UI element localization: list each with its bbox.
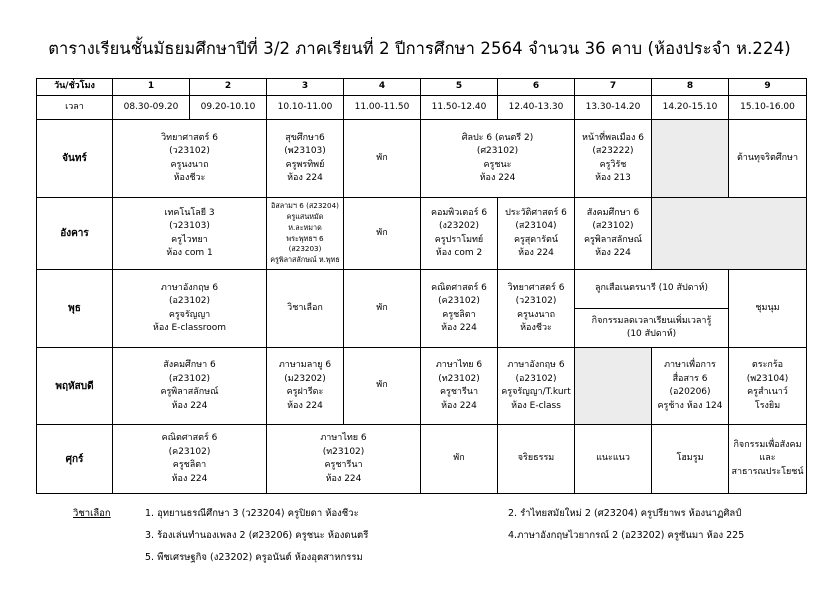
mon-p4-cell xyxy=(344,120,421,198)
day-monday: จันทร์ xyxy=(37,120,113,198)
cell-line: ศิลปะ 6 (ดนตรี 2) xyxy=(461,132,534,143)
cell-line: ภาษาไทย 6 xyxy=(435,360,483,370)
time-6: 12.40-13.30 xyxy=(498,96,575,120)
cell-line: พัก xyxy=(376,227,388,238)
cell-line: ห้อง 224 xyxy=(518,248,554,258)
day-tuesday: อังคาร xyxy=(37,198,113,270)
row-wednesday xyxy=(37,270,807,309)
thu-p9-cell xyxy=(729,348,807,425)
tue-p12-cell xyxy=(113,198,267,270)
mon-p3-cell xyxy=(267,120,344,198)
thu-p8-cell xyxy=(652,348,729,425)
cell-line: (อ20206) xyxy=(669,387,711,397)
cell-line: ห้อง 224 xyxy=(441,400,477,411)
period-9: 9 xyxy=(729,79,807,96)
cell-line: ครูชลิตา xyxy=(172,460,207,470)
cell-line: หน้าที่พลเมือง 6 xyxy=(582,132,644,143)
cell-line: ครูชนะ xyxy=(483,159,512,170)
elective-item-2: 2. รำไทยสมัยใหม่ 2 (ศ23204) ครูปรียาพร ห้องนาฏศิลป์ xyxy=(508,508,742,519)
cell-line: (พ23103) xyxy=(284,146,326,156)
cell-line: โฮมรูม xyxy=(676,453,704,464)
cell-line: ครูฝารีดะ xyxy=(286,387,324,397)
mon-p9-cell xyxy=(729,120,807,198)
tue-p4-cell xyxy=(344,198,421,270)
cell-line: ต้านทุจริตศึกษา xyxy=(736,152,799,163)
cell-line: คณิตศาสตร์ 6 xyxy=(431,282,487,293)
tue-p3-cell xyxy=(267,198,344,270)
cell-line: (ท23102) xyxy=(322,446,365,457)
header-row xyxy=(37,79,807,96)
cell-line: ห้อง E-classroom xyxy=(152,323,227,333)
period-8: 8 xyxy=(652,79,729,96)
cell-line: (10 สัปดาห์) xyxy=(626,329,677,339)
period-3: 3 xyxy=(267,79,344,96)
cell-line: ครูชารีนา xyxy=(439,387,479,397)
wed-p78-scout-cell xyxy=(575,270,729,309)
time-3: 10.10-11.00 xyxy=(267,96,344,120)
cell-line: ครูพิลาสลักษณ์ ห.พุทธ xyxy=(270,255,340,265)
mon-p12-cell xyxy=(113,120,267,198)
time-9: 15.10-16.00 xyxy=(729,96,807,120)
row-thursday xyxy=(37,348,807,425)
wed-p12-cell xyxy=(113,270,267,348)
time-8: 14.20-15.10 xyxy=(652,96,729,120)
period-6: 6 xyxy=(498,79,575,96)
cell-line: และ xyxy=(759,453,776,464)
day-wednesday: พุธ xyxy=(37,270,113,348)
cell-line: (อ23102) xyxy=(168,296,211,306)
day-friday: ศุกร์ xyxy=(37,425,113,494)
thu-p4-cell xyxy=(344,348,421,425)
time-label: เวลา xyxy=(37,96,113,120)
period-7: 7 xyxy=(575,79,652,96)
cell-line: ครูชลิตา xyxy=(442,309,476,320)
cell-line: กิจกรรมเพื่อสังคม xyxy=(733,439,802,450)
period-2: 2 xyxy=(190,79,267,96)
fri-p6-cell xyxy=(498,425,575,494)
wed-p78-activity-cell xyxy=(575,309,729,348)
cell-line: (ว23102) xyxy=(515,296,557,306)
cell-line: สื่อสาร 6 xyxy=(672,373,708,384)
cell-line: ภาษาอังกฤษ 6 xyxy=(507,360,565,370)
cell-line: แนะแนว xyxy=(596,453,630,464)
elective-item-5: 5. พืชเศรษฐกิจ (ง23202) ครูอนันต์ ห้องอุตสาหกรรม xyxy=(145,552,363,563)
wed-p5-cell xyxy=(421,270,498,348)
cell-line: ห้องชีวะ xyxy=(173,173,206,183)
cell-line: ห้อง 213 xyxy=(595,173,631,183)
mon-p56-cell xyxy=(421,120,575,198)
cell-line: พัก xyxy=(376,152,388,163)
cell-line: ห้อง 224 xyxy=(325,473,362,484)
tue-p5-cell xyxy=(421,198,498,270)
tue-p7-cell xyxy=(575,198,652,270)
cell-line: ห้อง com 1 xyxy=(166,248,213,258)
cell-line: ตระกร้อ xyxy=(751,360,784,370)
cell-line: อิสลามฯ 6 (ส23204) xyxy=(271,201,339,211)
mon-p7-cell xyxy=(575,120,652,198)
cell-line: ห้อง com 2 xyxy=(435,248,483,258)
thu-p6-cell xyxy=(498,348,575,425)
cell-line: ครูสุดารัตน์ xyxy=(513,234,559,245)
thu-p3-cell xyxy=(267,348,344,425)
cell-line: ห้อง 224 xyxy=(171,473,208,484)
cell-line: สังคมศึกษา 6 xyxy=(586,207,640,218)
cell-line: ครูสำเนาว์ xyxy=(747,387,788,397)
cell-line: โรงยิม xyxy=(754,400,781,411)
cell-line: (ม23202) xyxy=(284,373,326,384)
cell-line: จริยธรรม xyxy=(517,453,555,464)
cell-line: (ส23102) xyxy=(168,373,211,384)
row-tuesday xyxy=(37,198,807,270)
elective-item-3: 3. ร้องเล่นทำนองเพลง 2 (ศ23206) ครูชนะ ห้องดนตรี xyxy=(145,530,369,541)
cell-line: (ค23102) xyxy=(438,296,480,306)
cell-line: ครูจรัญญา xyxy=(168,309,211,320)
timetable xyxy=(36,78,807,494)
cell-line: ครูช้าง ห้อง 124 xyxy=(657,400,723,411)
cell-line: ห้อง 224 xyxy=(287,400,323,411)
cell-line: ครูนงนาถ xyxy=(516,309,556,320)
cell-line: คอมพิวเตอร์ 6 xyxy=(430,207,488,218)
tue-p89-empty xyxy=(652,198,807,270)
wed-p3-cell xyxy=(267,270,344,348)
cell-line: ครูแสนหมัด ห.ละหมาด xyxy=(286,211,324,232)
cell-line: ห้อง 224 xyxy=(441,323,477,333)
cell-line: ครูไวทยา xyxy=(171,234,208,245)
thu-p5-cell xyxy=(421,348,498,425)
cell-line: พัก xyxy=(376,302,388,313)
cell-line: ครูนงนาถ xyxy=(170,159,209,170)
header-label: วัน/ชั่วโมง xyxy=(37,79,113,96)
time-7: 13.30-14.20 xyxy=(575,96,652,120)
mon-p8-empty xyxy=(652,120,729,198)
time-1: 08.30-09.20 xyxy=(113,96,190,120)
row-friday xyxy=(37,425,807,494)
electives-section xyxy=(0,506,839,586)
time-row xyxy=(37,96,807,120)
cell-line: ครูจรัญญา/T.kurt xyxy=(501,387,571,397)
cell-line: ภาษาเพื่อการ xyxy=(664,360,716,370)
cell-line: วิทยาศาสตร์ 6 xyxy=(161,132,218,143)
cell-line: (ว23103) xyxy=(169,221,210,231)
cell-line: ครูพรทิพย์ xyxy=(285,159,325,170)
cell-line: (ศ23102) xyxy=(476,146,519,156)
cell-line: พัก xyxy=(376,380,388,391)
cell-line: ครูวิรัช xyxy=(599,159,627,170)
period-1: 1 xyxy=(113,79,190,96)
row-monday xyxy=(37,120,807,198)
electives-label: วิชาเลือก xyxy=(73,508,111,519)
cell-line: ภาษาอังกฤษ 6 xyxy=(160,282,219,293)
cell-line: พัก xyxy=(453,453,465,464)
cell-line: (ค23102) xyxy=(168,446,211,457)
day-thursday: พฤหัสบดี xyxy=(37,348,113,425)
wed-p6-cell xyxy=(498,270,575,348)
thu-p7-empty xyxy=(575,348,652,425)
wed-p9-cell xyxy=(729,270,807,348)
time-4: 11.00-11.50 xyxy=(344,96,421,120)
cell-line: ห้อง E-class xyxy=(511,400,561,411)
time-5: 11.50-12.40 xyxy=(421,96,498,120)
cell-line: สุขศึกษา6 xyxy=(285,132,325,143)
period-5: 5 xyxy=(421,79,498,96)
fri-p9-cell xyxy=(729,425,807,494)
cell-line: วิชาเลือก xyxy=(287,302,323,313)
cell-line: (ท23102) xyxy=(438,373,480,384)
cell-line: ห้องชีวะ xyxy=(520,323,552,333)
cell-line: ห้อง 224 xyxy=(171,400,208,411)
elective-item-4: 4.ภาษาอังกฤษไวยากรณ์ 2 (อ23202) ครูซันมา ห้อง 225 xyxy=(508,530,745,541)
period-4: 4 xyxy=(344,79,421,96)
cell-line: (ส23102) xyxy=(592,221,634,231)
cell-line: ห้อง 224 xyxy=(595,248,631,258)
cell-line: สาธารณประโยชน์ xyxy=(731,466,804,477)
tue-p6-cell xyxy=(498,198,575,270)
cell-line: ครูชารีนา xyxy=(324,460,363,470)
cell-line: ประวัติศาสตร์ 6 xyxy=(505,207,567,218)
cell-line: คณิตศาสตร์ 6 xyxy=(161,433,218,443)
fri-p7-cell xyxy=(575,425,652,494)
fri-p34-cell xyxy=(267,425,421,494)
thu-p12-cell xyxy=(113,348,267,425)
cell-line: (อ23102) xyxy=(515,373,557,384)
cell-line: (ส23222) xyxy=(592,146,634,156)
cell-line: ชุมนุม xyxy=(755,302,780,313)
cell-line: (ว23102) xyxy=(169,146,210,156)
cell-line: ภาษามลายู 6 xyxy=(278,360,332,370)
cell-line: ห้อง 224 xyxy=(479,173,516,183)
elective-item-1: 1. อุทยานธรณีศึกษา 3 (ว23204) ครูปิยดา ห้องชีวะ xyxy=(145,508,359,519)
cell-line: กิจกรรมลดเวลาเรียนเพิ่มเวลารู้ xyxy=(591,315,712,326)
cell-line: สังคมศึกษา 6 xyxy=(163,360,216,370)
cell-line: (ส23104) xyxy=(515,221,557,231)
cell-line: ครูปราโมทย์ xyxy=(434,234,484,245)
cell-line: (พ23104) xyxy=(746,373,789,384)
cell-line: ภาษาไทย 6 xyxy=(320,433,367,443)
fri-p12-cell xyxy=(113,425,267,494)
wed-p4-cell xyxy=(344,270,421,348)
fri-p8-cell xyxy=(652,425,729,494)
cell-line: วิทยาศาสตร์ 6 xyxy=(507,282,565,293)
cell-line: ลูกเสือเนตรนารี (10 สัปดาห์) xyxy=(594,283,709,294)
page-title: ตารางเรียนชั้นมัธยมศึกษาปีที่ 3/2 ภาคเรียนที่ 2 ปีการศึกษา 2564 จำนวน 36 คาบ (ห้องประจำ ห.224) xyxy=(48,39,791,58)
cell-line: ครูพิลาสลักษณ์ xyxy=(583,234,643,245)
cell-line: (ง23202) xyxy=(438,221,480,231)
cell-line: พระพุทธฯ 6 (ส23203) xyxy=(286,233,324,254)
cell-line: ห้อง 224 xyxy=(287,173,323,183)
cell-line: เทคโนโลยี 3 xyxy=(164,207,215,218)
fri-p5-cell xyxy=(421,425,498,494)
cell-line: ครูพิลาสลักษณ์ xyxy=(160,387,219,397)
time-2: 09.20-10.10 xyxy=(190,96,267,120)
